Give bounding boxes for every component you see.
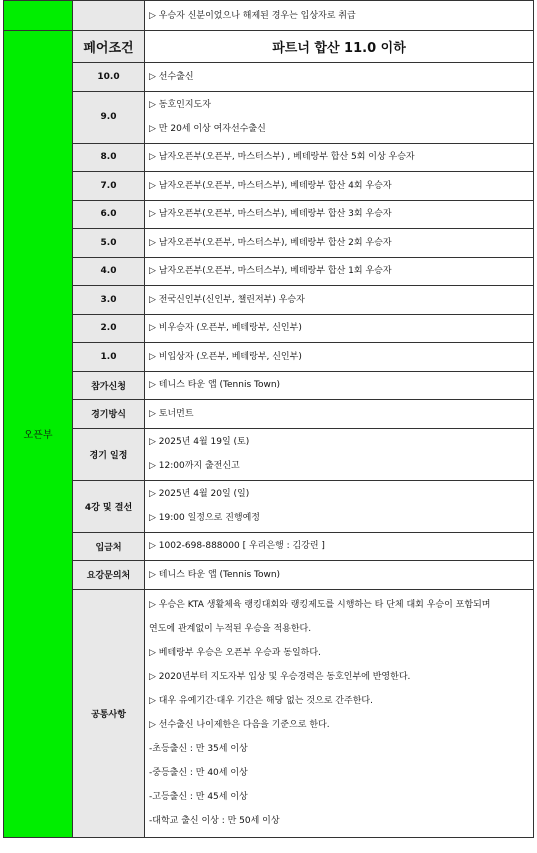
table-row bbox=[4, 343, 534, 372]
row-label: 5.0 bbox=[73, 229, 145, 258]
row-value-line: -고등출신 : 만 45세 이상 bbox=[149, 792, 248, 802]
row-value-line: ▷ 12:00까지 출전신고 bbox=[149, 461, 240, 471]
row-value-line: ▷ 2025년 4월 20일 (일) bbox=[149, 489, 250, 499]
row-label: 경기 일정 bbox=[73, 428, 145, 480]
table-row bbox=[4, 371, 534, 400]
table-row bbox=[4, 480, 534, 532]
row-value-line: ▷ 전국신인부(신인부, 챌린저부) 우승자 bbox=[149, 294, 305, 305]
row-value-line: ▷ 1002-698-888000 [ 우리은행 : 김강린 ] bbox=[149, 541, 325, 552]
header-right: 파트너 합산 11.0 이하 bbox=[145, 31, 534, 63]
row-label: 요강문의처 bbox=[73, 561, 145, 590]
table-row bbox=[4, 532, 534, 561]
table-row bbox=[4, 200, 534, 229]
table-row bbox=[4, 143, 534, 172]
row-value-line: ▷ 남자오픈부(오픈부, 마스터스부) , 베테랑부 합산 5회 이상 우승자 bbox=[149, 152, 415, 163]
row-value-line: ▷ 2025년 4월 19일 (토) bbox=[149, 437, 250, 447]
row-value-line: -대학교 출신 이상 : 만 50세 이상 bbox=[149, 816, 280, 826]
row-value-line: -초등출신 : 만 35세 이상 bbox=[149, 744, 248, 754]
row-value-line: ▷ 19:00 일정으로 진행예정 bbox=[149, 513, 260, 523]
row-value-line: ▷ 2020년부터 지도자부 입상 및 우승경력은 동호인부에 반영한다. bbox=[149, 672, 411, 682]
row-label: 6.0 bbox=[73, 200, 145, 229]
row-value-line: ▷ 선수출신 bbox=[149, 71, 194, 82]
row-value-line: ▷ 선수출신 나이제한은 다음을 기준으로 한다. bbox=[149, 720, 330, 730]
row-label: 3.0 bbox=[73, 286, 145, 315]
table-row bbox=[4, 63, 534, 92]
top-note-row bbox=[4, 1, 534, 31]
row-value-line: ▷ 남자오픈부(오픈부, 마스터스부), 베테랑부 합산 1회 우승자 bbox=[149, 266, 392, 277]
row-value-line: ▷ 만 20세 이상 여자선수출신 bbox=[149, 124, 266, 134]
row-label: 4.0 bbox=[73, 257, 145, 286]
row-value-line: ▷ 비입상자 (오픈부, 베테랑부, 신인부) bbox=[149, 351, 302, 362]
table-row bbox=[4, 589, 534, 837]
row-label: 2.0 bbox=[73, 314, 145, 343]
table-row bbox=[4, 561, 534, 590]
row-value-line: ▷ 테니스 타운 앱 (Tennis Town) bbox=[149, 380, 281, 391]
row-value-line: ▷ 대우 유예기간·대우 기간은 해당 없는 것으로 간주한다. bbox=[149, 696, 373, 706]
table-row bbox=[4, 428, 534, 480]
top-note: ▷ 우승자 신분이었으나 해제된 경우는 입상자로 취급 bbox=[149, 10, 356, 21]
row-label: 공통사항 bbox=[73, 589, 145, 837]
header-left: 페어조건 bbox=[73, 31, 145, 63]
table-row bbox=[4, 172, 534, 201]
rules-table bbox=[3, 0, 534, 838]
row-label: 경기방식 bbox=[73, 400, 145, 429]
row-value-line: 연도에 관계없이 누적된 우승을 적용한다. bbox=[149, 624, 312, 634]
row-value-line: ▷ 베테랑부 우승은 오픈부 우승과 동일하다. bbox=[149, 648, 321, 658]
row-label: 8.0 bbox=[73, 143, 145, 172]
row-value-line: ▷ 동호인지도자 bbox=[149, 100, 211, 110]
row-value-line: ▷ 테니스 타운 앱 (Tennis Town) bbox=[149, 569, 281, 580]
row-value-line: ▷ 남자오픈부(오픈부, 마스터스부), 베테랑부 합산 2회 우승자 bbox=[149, 237, 392, 248]
row-label: 4강 및 결선 bbox=[73, 480, 145, 532]
row-label: 9.0 bbox=[73, 91, 145, 143]
row-label: 1.0 bbox=[73, 343, 145, 372]
header-row bbox=[4, 31, 534, 63]
side-label: 오픈부 bbox=[4, 31, 73, 838]
row-value-line: ▷ 우승은 KTA 생활체육 랭킹대회와 랭킹제도를 시행하는 타 단체 대회 우승이 포함되며 bbox=[149, 600, 491, 610]
table-row bbox=[4, 286, 534, 315]
row-value-line: ▷ 토너먼트 bbox=[149, 408, 194, 419]
row-label: 참가신청 bbox=[73, 371, 145, 400]
table-row bbox=[4, 257, 534, 286]
table-row bbox=[4, 314, 534, 343]
row-value-line: ▷ 비우승자 (오픈부, 베테랑부, 신인부) bbox=[149, 323, 302, 334]
table-row bbox=[4, 400, 534, 429]
row-label: 7.0 bbox=[73, 172, 145, 201]
row-value-line: ▷ 남자오픈부(오픈부, 마스터스부), 베테랑부 합산 3회 우승자 bbox=[149, 209, 392, 220]
row-value-line: ▷ 남자오픈부(오픈부, 마스터스부), 베테랑부 합산 4회 우승자 bbox=[149, 180, 392, 191]
row-label: 입금처 bbox=[73, 532, 145, 561]
row-value-line: -중등출신 : 만 40세 이상 bbox=[149, 768, 248, 778]
row-label: 10.0 bbox=[73, 63, 145, 92]
table-row bbox=[4, 229, 534, 258]
table-row bbox=[4, 91, 534, 143]
